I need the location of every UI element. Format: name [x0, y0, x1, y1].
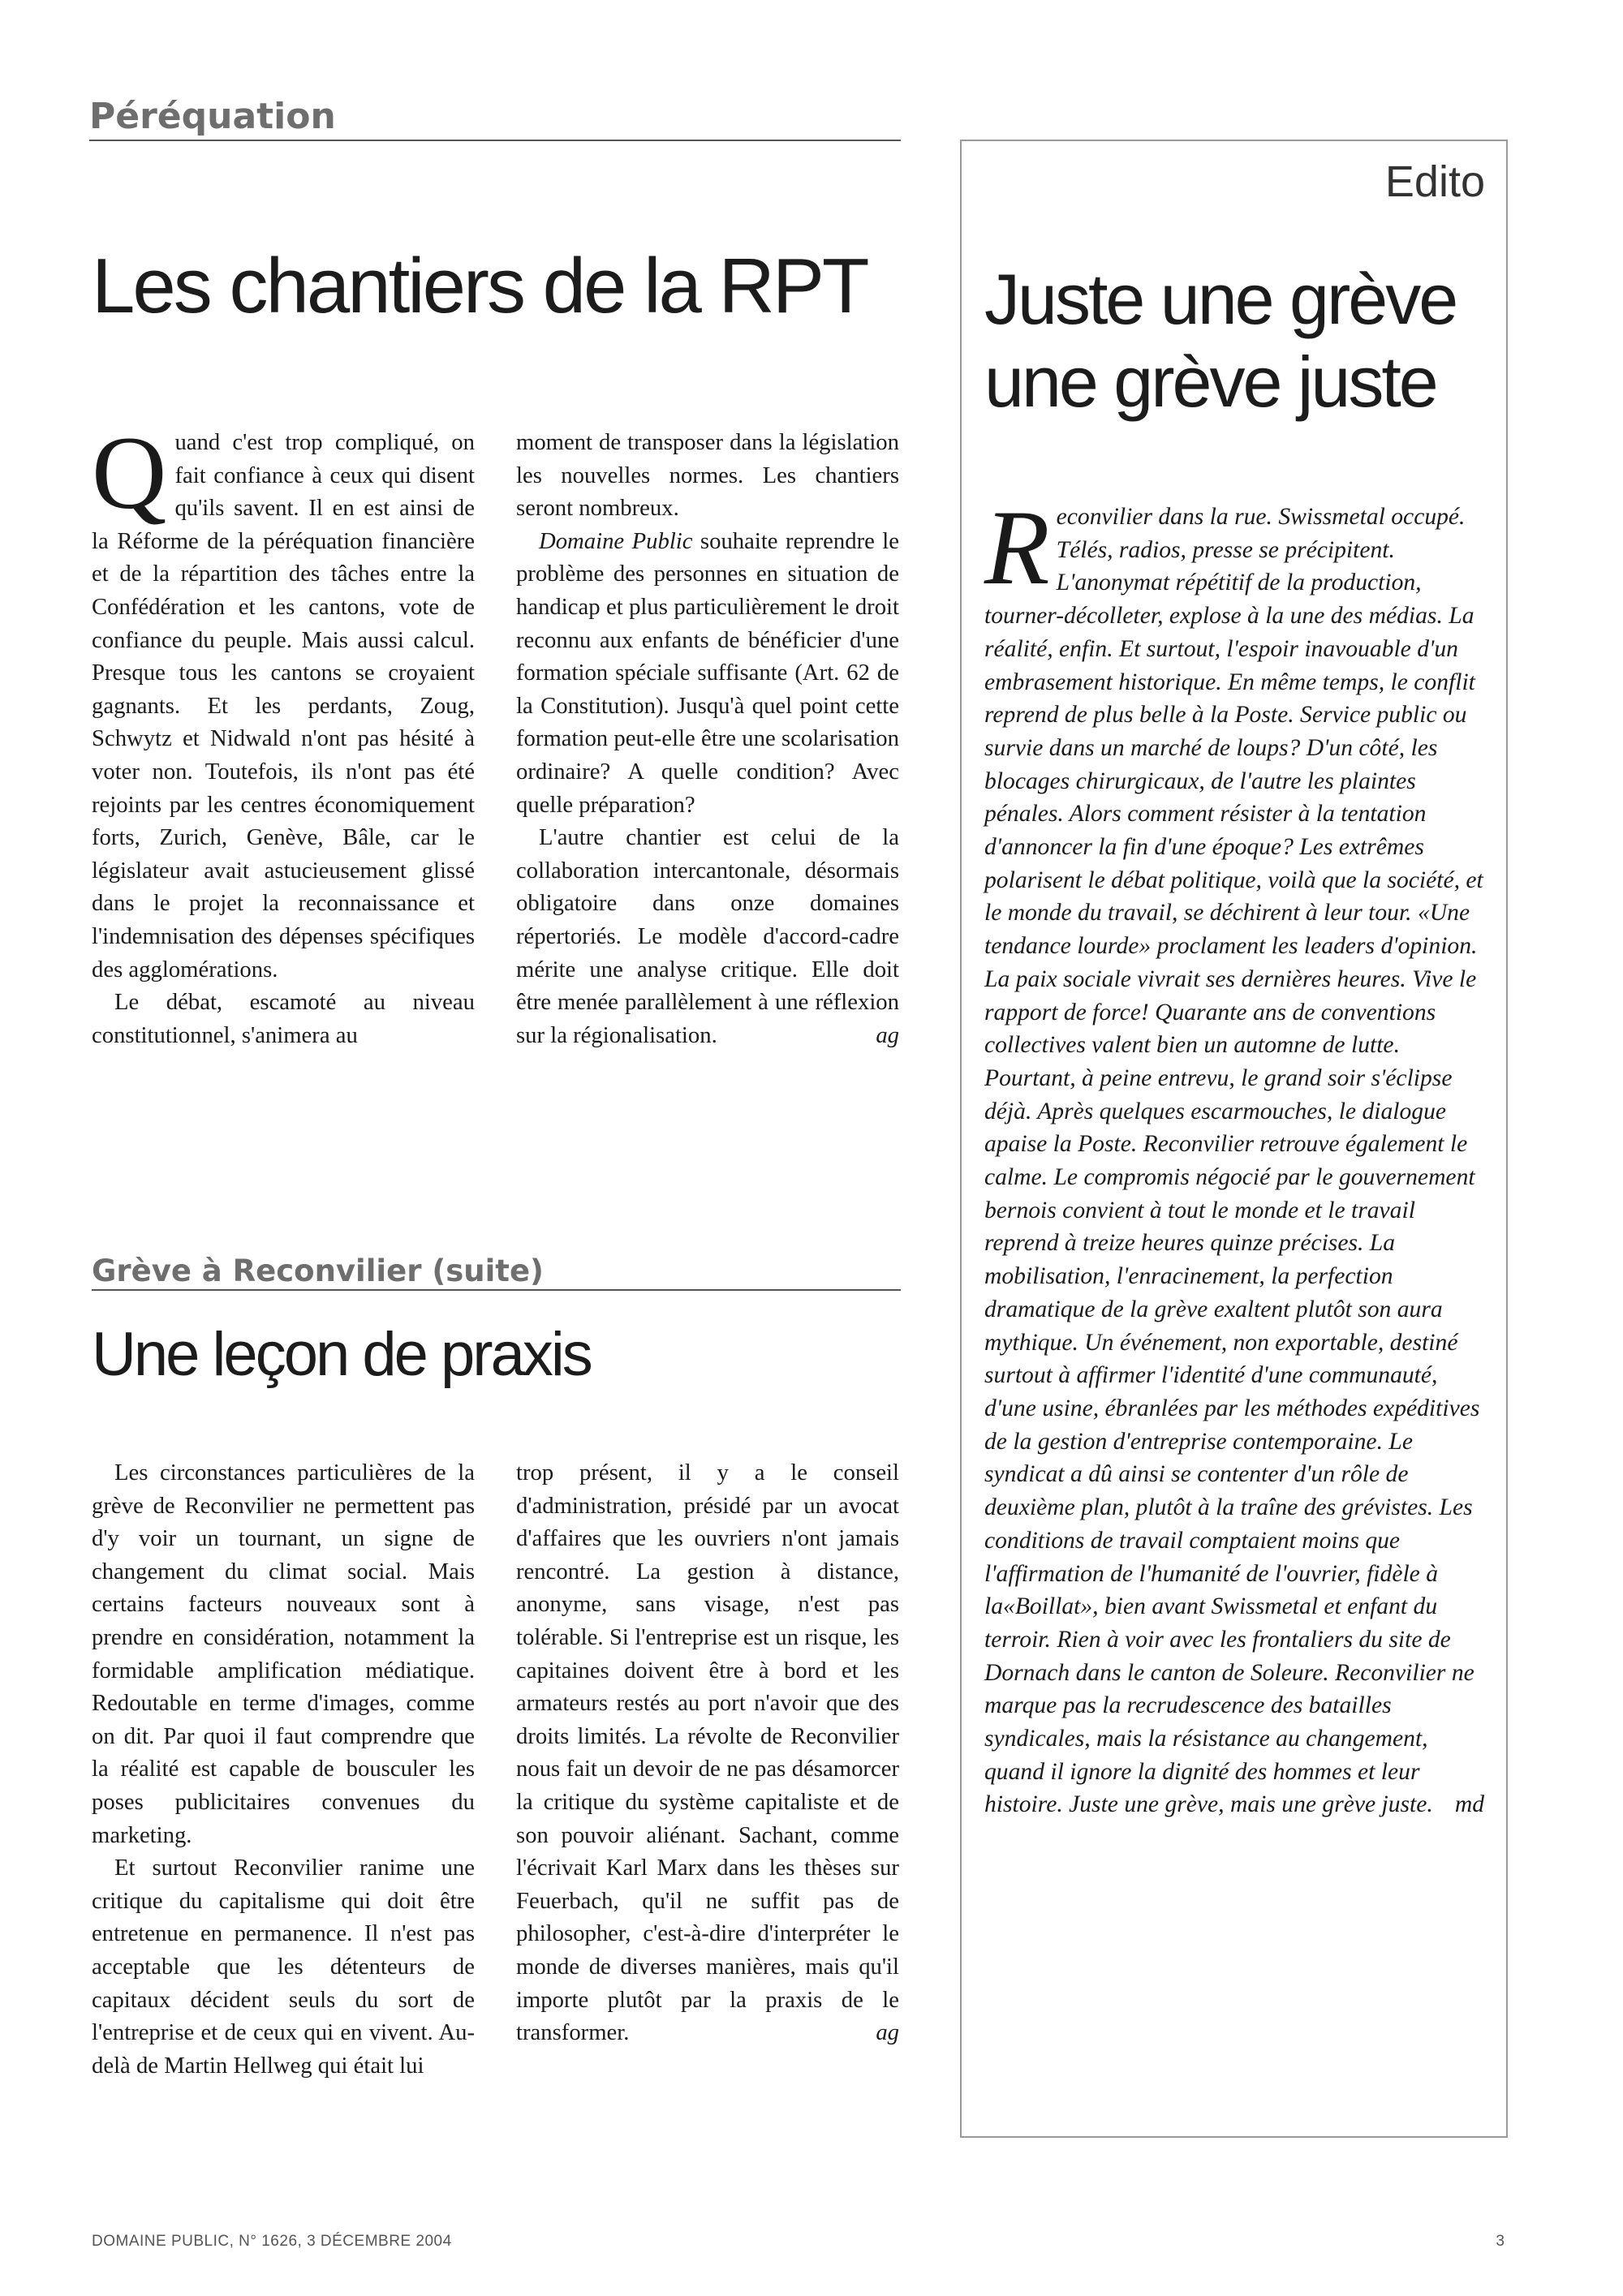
rubric-label: Péréquation [89, 96, 336, 137]
author-signature: md [1454, 1791, 1484, 1818]
rubric-perequation [89, 96, 901, 141]
rubric-greve [92, 1253, 901, 1291]
paragraph: Les circonstances particulières de la grève de Reconvilier ne permettent pas d'y voir un tournant, un signe de changement du climat social. Mais certains facteurs nouveaux sont à prendre en considération, notamment la formidable amplification médiatique. Redoutable en terme d'images, comme on dit. Par quoi il faut comprendre que la réalité est capable de bousculer les poses publicitaires convenues du marketing. [92, 1460, 475, 1848]
drop-cap: Q [92, 415, 167, 531]
article-title: Les chantiers de la RPT [92, 243, 867, 329]
edito-body [984, 488, 1484, 1821]
article-column-1 [92, 415, 475, 1051]
paragraph: Reconvilier dans la rue. Swissmetal occupé. Télés, radios, presse se précipitent. L'anonymat répétitif de la production, tourner-décolleter, explose à la une des médias. La réalité, enfin. Et surtout, l'espoir inavouable d'un embrasement historique. En même temps, le conflit reprend de plus belle à la Poste. Service public ou survie dans un marché de loups? D'un côté, les blocages chirurgicaux, de l'autre les plaintes pénales. Alors comment résister à la tentation d'annoncer la fin d'une époque? Les extrêmes polarisent le débat politique, voilà que la société, et le monde du travail, se déchirent à leur tour. «Une tendance lourde» proclament les leaders d'opinion. La paix sociale vivrait ses dernières heures. Vive le rapport de force! Quarante ans de conventions collectives valent bien un automne de lutte. [984, 488, 1483, 1059]
paragraph: Et surtout Reconvilier ranime une critique du capitalisme qui doit être entretenue en permanence. Il n'est pas acceptable que les détenteurs de capitaux décident seuls du sort de l'entreprise et de ceux qui en vivent. Au-delà de Martin Hellweg qui était lui [92, 1855, 475, 2079]
edito-title-line-2: une grève juste [984, 342, 1436, 422]
article-column-1 [92, 1456, 475, 2082]
publication-name: Domaine Public [539, 527, 693, 554]
drop-cap: R [984, 488, 1050, 607]
rubric-label: Grève à Reconvilier (suite) [92, 1253, 544, 1288]
author-signature: ag [876, 2019, 899, 2046]
article-column-2 [516, 426, 899, 1051]
paragraph: Le débat, escamoté au niveau constitutionnel, s'animera au [92, 989, 475, 1048]
paragraph: trop présent, il y a le conseil d'administration, présidé par un avocat d'affaires que les ouvriers n'ont jamais rencontré. La gestion à distance, anonyme, sans visage, n'est pas tolérable. Si l'entreprise est un risque, les capitaines doivent être à bord et les armateurs restés au port n'avoir que des droits limités. La révolte de Reconvilier nous fait un devoir de ne pas désamorcer la critique du système capitaliste et de son pouvoir aliénant. Sachant, comme l'écrivait Karl Marx dans les thèses sur Feuerbach, qu'il ne suffit pas de philosopher, c'est-à-dire d'interpréter le monde de diverses manières, mais qu'il importe plutôt par la praxis de le transformer. ag [516, 1456, 899, 2049]
article-column-2 [516, 1456, 899, 2049]
paragraph: Pourtant, à peine entrevu, le grand soir s'éclipse déjà. Après quelques escarmouches, le dialogue apaise la Poste. Reconvilier retrouve également le calme. Le compromis négocié par le gouvernement bernois convient à tout le monde et le travail reprend à treize heures quinze précises. La mobilisation, l'enracinement, la perfection dramatique de la grève exaltent plutôt son aura mythique. Un événement, non exportable, destiné surtout à affirmer l'identité d'une communauté, d'une usine, ébranlées par les méthodes expéditives de la gestion d'entreprise contemporaine. Le syndicat a dû ainsi se contenter d'un rôle de deuxième plan, plutôt à la traîne des grévistes. Les conditions de travail comptaient moins que l'affirmation de l'humanité de l'ouvrier, fidèle à la«Boillat», bien avant Swissmetal et enfant du terroir. Rien à voir avec les frontaliers du site de Dornach dans le canton de Soleure. Reconvilier ne marque pas la recrudescence des batailles syndicales, mais la résistance au changement, quand il ignore la dignité des hommes et leur histoire. Juste une grève, mais une grève juste. md [984, 1062, 1484, 1821]
edito-label: Edito [1384, 157, 1485, 206]
paragraph: L'autre chantier est celui de la collaboration intercantonale, désormais obligatoire dans onze domaines répertoriés. Le modèle d'accord-cadre mérite une analyse critique. Elle doit être menée parallèlement à une réflexion sur la régionalisation. ag [516, 821, 899, 1051]
paragraph: Domaine Public souhaite reprendre le problème des personnes en situation de handicap et plus particulièrement le droit reconnu aux enfants de bénéficier d'une formation spéciale suffisante (Art. 62 de la Constitution). Jusqu'à quel point cette formation peut-elle être une scolarisation ordinaire? A quelle condition? Avec quelle préparation? [516, 527, 899, 818]
page-number: 3 [1496, 2233, 1505, 2250]
edito-title [984, 258, 1456, 424]
paragraph: moment de transposer dans la législation les nouvelles normes. Les chantiers seront nombreux. [516, 429, 899, 522]
publication-footer: DOMAINE PUBLIC, N° 1626, 3 DÉCEMBRE 2004 [92, 2233, 452, 2250]
paragraph: Quand c'est trop compliqué, on fait confiance à ceux qui disent qu'ils savent. Il en est ainsi de la Réforme de la péréquation financière et de la répartition des tâches entre la Confédération et les cantons, vote de confiance du peuple. Mais aussi calcul. Presque tous les cantons se croyaient gagnants. Et les perdants, Zoug, Schwytz et Nidwald n'ont pas hésité à voter non. Toutefois, ils n'ont pas été rejoints par les centres économiquement forts, Zurich, Genève, Bâle, car le législateur avait astucieusement glissé dans le projet la reconnaissance et l'indemnisation des dépenses spécifiques des agglomérations. [92, 415, 475, 982]
edito-title-line-1: Juste une grève [984, 259, 1457, 339]
author-signature: ag [876, 1021, 899, 1048]
article-title: Une leçon de praxis [92, 1320, 591, 1389]
